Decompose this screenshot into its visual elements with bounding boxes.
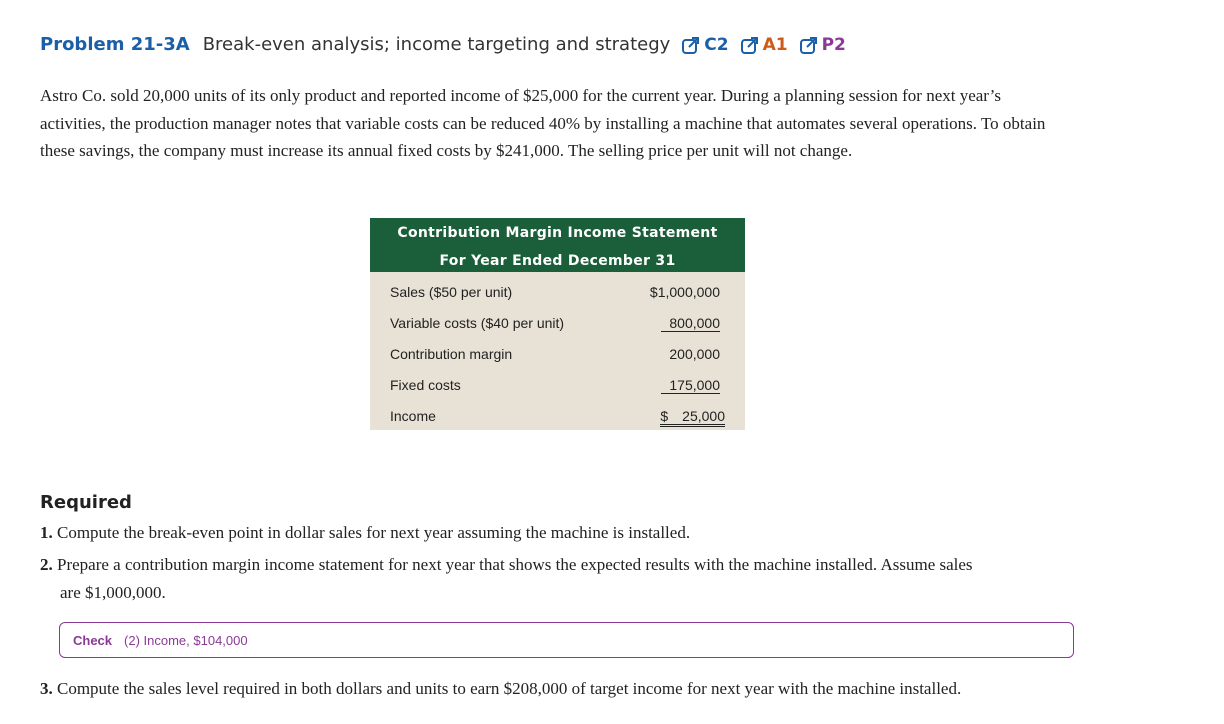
tag-label-a1: A1 [762, 34, 788, 55]
statement-row-fixed-costs [370, 371, 745, 402]
statement-subtitle: For Year Ended December 31 [439, 253, 676, 269]
statement-title: Contribution Margin Income Statement [397, 225, 718, 241]
tag-label-p2: P2 [821, 34, 846, 55]
external-link-icon [681, 35, 701, 55]
intro-paragraph: Astro Co. sold 20,000 units of its only product and reported income of $25,000 for the current year. During a planning session for next year’s activities, the production manager notes that variable costs can be reduced 40% by installing a machine that automates several operations. To obtain these savings, the company must increase its annual fixed costs by $241,000. The selling price per unit will not change. [40, 86, 1046, 160]
tag-a1[interactable] [740, 35, 788, 55]
row-value-total [660, 408, 725, 427]
row-value: 175,000 [661, 377, 720, 394]
row-label: Income [390, 408, 436, 424]
external-link-icon [740, 35, 760, 55]
tag-p2[interactable] [799, 35, 846, 55]
statement-body [370, 272, 745, 430]
row-value: $1,000,000 [649, 284, 720, 300]
required-heading: Required [40, 492, 132, 513]
row-value: 800,000 [661, 315, 720, 332]
question-text: Prepare a contribution margin income statement for next year that shows the expected results with the machine installed. Assume sales [57, 555, 973, 574]
question-2-continued: are $1,000,000. [60, 583, 166, 602]
check-text: (2) Income, $104,000 [124, 632, 248, 648]
statement-row-income [370, 402, 745, 433]
question-number: 1. [40, 523, 53, 542]
row-label: Fixed costs [390, 377, 461, 393]
question-1 [40, 519, 690, 547]
statement-row-contribution-margin [370, 340, 745, 371]
tag-label-c2: C2 [704, 34, 729, 55]
problem-header [40, 34, 846, 55]
row-value: 200,000 [669, 346, 720, 362]
row-value: 25,000 [682, 408, 725, 424]
row-label: Sales ($50 per unit) [390, 284, 513, 300]
question-2 [40, 551, 1100, 579]
currency-symbol: $ [660, 408, 669, 424]
statement-row-variable-costs [370, 309, 745, 340]
question-number: 2. [40, 555, 53, 574]
statement-row-sales [370, 278, 745, 309]
row-label: Contribution margin [390, 346, 513, 362]
question-text: Compute the break-even point in dollar sales for next year assuming the machine is installed. [57, 523, 691, 542]
check-label: Check [73, 632, 113, 648]
income-statement-table [370, 218, 745, 430]
tag-c2[interactable] [681, 35, 728, 55]
check-answer-box [59, 622, 1074, 658]
external-link-icon [799, 35, 819, 55]
problem-number: Problem 21-3A [40, 34, 190, 55]
statement-header [370, 218, 745, 272]
row-label: Variable costs ($40 per unit) [390, 315, 565, 331]
question-number: 3. [40, 679, 53, 698]
question-3 [40, 675, 961, 703]
question-text: Compute the sales level required in both dollars and units to earn $208,000 of target income for next year with the machine installed. [57, 679, 962, 698]
problem-title: Break-even analysis; income targeting and strategy [202, 34, 671, 55]
